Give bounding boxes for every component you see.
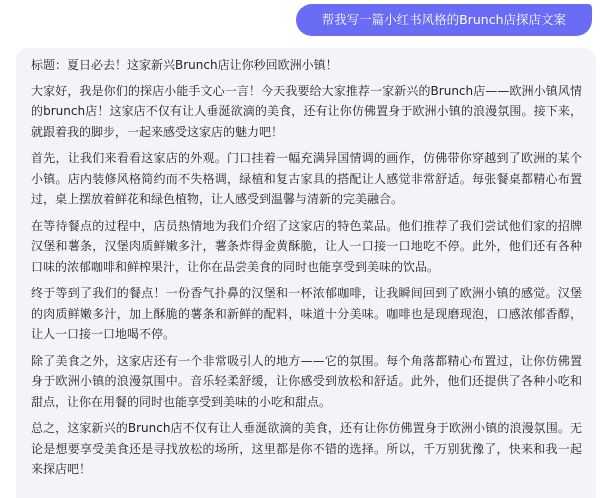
response-paragraph-meal: 终于等到了我们的餐点！一份香气扑鼻的汉堡和一杯浓郁咖啡，让我瞬间回到了欧洲小镇的感觉。汉堡的肉质鲜嫩多汁，加上酥脆的薯条和新鲜的配料，味道十分美味。咖啡也是现磨现泡，口感浓郁香醇，让人一口接一口地喝不停。	[31, 286, 582, 341]
response-paragraph-conclusion: 总之，这家新兴的Brunch店不仅有让人垂涎欲滴的美食，还有让你仿佛置身于欧洲小镇的浪漫氛围。无论是想要享受美食还是寻找放松的场所，这里都是你不错的选择。所以，千万别犹豫了，快来和我一起来探店吧！	[31, 421, 582, 476]
response-paragraph-intro: 大家好，我是你们的探店小能手文心一言！今天我要给大家推荐一家新兴的Brunch店——欧洲小镇风情的brunch店！这家店不仅有让人垂涎欲滴的美食，还有让你仿佛置身于欧洲小镇的浪漫氛围。接下来，就跟着我的脚步，一起来感受这家店的魅力吧！	[31, 83, 582, 139]
user-message-bubble: 帮我写一篇小红书风格的Brunch店探店文案	[296, 4, 592, 36]
assistant-response-card	[16, 48, 596, 498]
response-title: 标题：夏日必去！这家新兴Brunch店让你秒回欧洲小镇！	[31, 58, 338, 72]
user-message-row	[0, 4, 592, 36]
response-paragraph-menu: 在等待餐点的过程中，店员热情地为我们介绍了这家店的特色菜品。他们推荐了我们尝试他们家的招牌汉堡和薯条，汉堡肉质鲜嫩多汁，薯条炸得金黄酥脆，让人一口接一口地吃不停。此外，他们还有各种口味的浓郁咖啡和鲜榨果汁，让你在品尝美食的同时也能享受到美味的饮品。	[31, 218, 582, 274]
response-paragraph-atmosphere: 除了美食之外，这家店还有一个非常吸引人的地方——它的氛围。每个角落都精心布置过，让你仿佛置身于欧洲小镇的浪漫氛围中。音乐轻柔舒缓，让你感受到放松和舒适。此外，他们还提供了各种小吃和甜点，让你在用餐的同时也能享受到美味的小吃和甜点。	[31, 353, 582, 409]
response-paragraph-exterior: 首先，让我们来看看这家店的外观。门口挂着一幅充满异国情调的画作，仿佛带你穿越到了欧洲的某个小镇。店内装修风格简约而不失格调，绿植和复古家具的搭配让人感觉非常舒适。每张餐桌都精心布置过，桌上摆放着鲜花和绿色植物，让人感受到温馨与清新的完美融合。	[31, 151, 582, 206]
